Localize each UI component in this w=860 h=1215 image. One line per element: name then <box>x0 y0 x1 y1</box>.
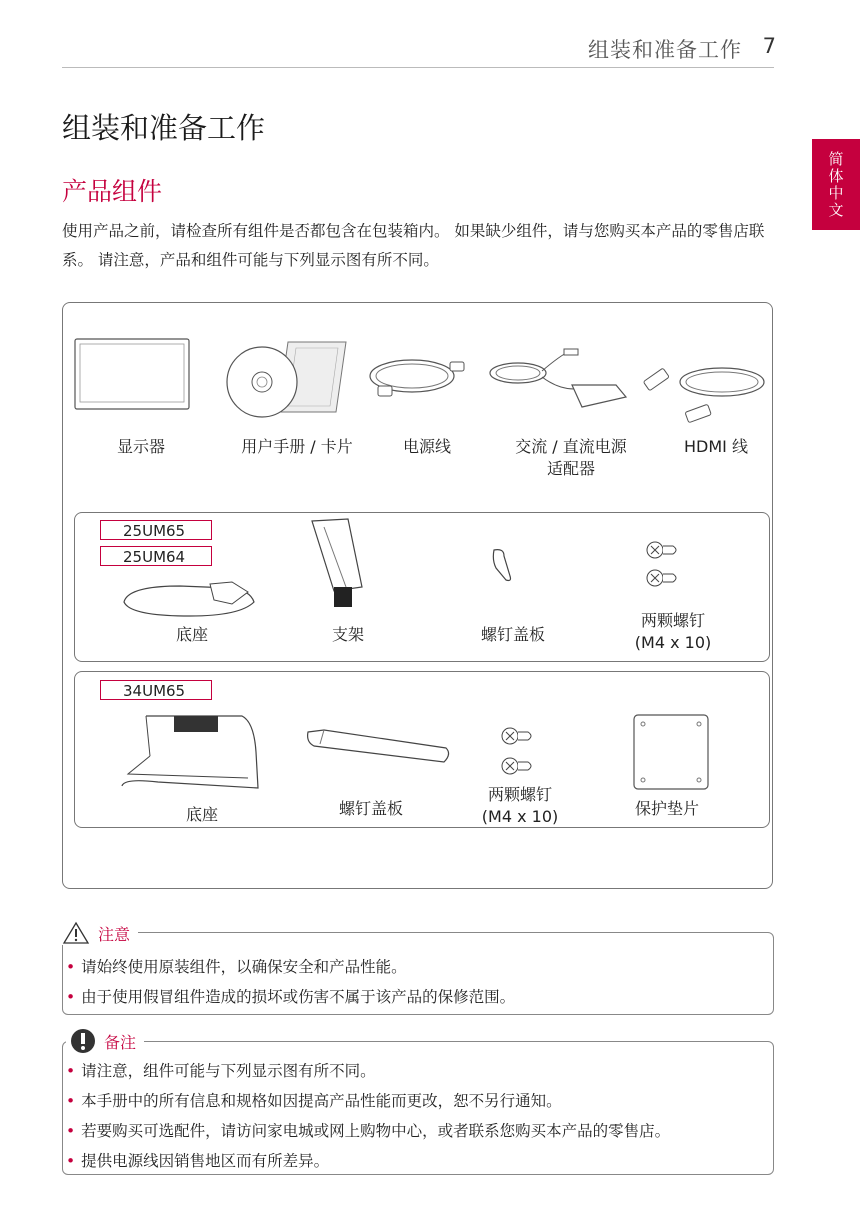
screw-cover-label: 螺钉盖板 <box>480 625 546 644</box>
screws-label: 两颗螺钉 (M4 x 10) <box>634 611 712 652</box>
caution-heading <box>58 921 138 945</box>
base-label: 底座 <box>175 625 209 644</box>
language-tab[interactable]: 简体中文 <box>812 139 860 230</box>
protective-pad-illustration <box>633 714 709 790</box>
note-heading <box>66 1028 144 1054</box>
note-list <box>66 1056 771 1176</box>
manual-and-disc-illustration <box>226 340 351 420</box>
stand-body-label: 支架 <box>331 625 365 644</box>
page-title: 组装和准备工作 <box>62 111 266 145</box>
screws-illustration <box>645 540 685 588</box>
stand-base-34-illustration <box>118 712 263 798</box>
intro-text: 使用产品之前，请检查所有组件是否都包含在包装箱内。 如果缺少组件，请与您购买本产品的零售店联系。 请注意，产品和组件可能与下列显示图有所不同。 <box>62 222 765 269</box>
caution-list <box>66 952 766 1012</box>
adapter-label: 交流 / 直流电源 适配器 <box>515 437 627 478</box>
ac-dc-adapter-illustration <box>486 345 631 410</box>
note-title: 备注 <box>104 1032 137 1052</box>
list-item: • 请注意，组件可能与下列显示图有所不同。 <box>66 1062 376 1080</box>
screw-cover-illustration <box>490 548 520 584</box>
model-tag: 25UM65 <box>100 520 212 540</box>
list-item: • 请始终使用原装组件，以确保安全和产品性能。 <box>66 958 407 976</box>
list-item: • 由于使用假冒组件造成的损坏或伤害不属于该产品的保修范围。 <box>66 988 516 1006</box>
header-divider <box>62 67 774 68</box>
power-cord-illustration <box>366 352 470 402</box>
power-cord-label: 电源线 <box>402 437 452 456</box>
manual-card-label: 用户手册 / 卡片 <box>241 437 353 456</box>
stand-body-illustration <box>304 517 366 613</box>
caution-title: 注意 <box>98 924 131 944</box>
list-item: • 提供电源线因销售地区而有所差异。 <box>66 1152 330 1170</box>
screws-34-illustration <box>500 726 540 776</box>
model-tag: 25UM64 <box>100 546 212 566</box>
list-item: • 本手册中的所有信息和规格如因提高产品性能而更改，恕不另行通知。 <box>66 1092 562 1110</box>
info-exclamation-icon <box>70 1028 96 1054</box>
protective-pad-label: 保护垫片 <box>634 799 700 818</box>
section-title: 产品组件 <box>62 177 163 206</box>
list-item: • 若要购买可选配件，请访问家电城或网上购物中心，或者联系您购买本产品的零售店。 <box>66 1122 671 1140</box>
warning-triangle-icon <box>62 921 90 945</box>
monitor-label: 显示器 <box>116 437 166 456</box>
stand-base-illustration <box>120 580 260 620</box>
hdmi-cable-label: HDMI 线 <box>684 437 748 456</box>
header-title: 组装和准备工作 <box>588 38 742 62</box>
base-34-label: 底座 <box>185 805 219 824</box>
screw-cover-34-illustration <box>304 728 454 766</box>
hdmi-cable-illustration <box>640 352 770 427</box>
screws-34-label: 两颗螺钉 (M4 x 10) <box>481 785 559 826</box>
screw-cover-34-label: 螺钉盖板 <box>338 799 404 818</box>
page-number: 7 <box>762 34 776 58</box>
model-tag: 34UM65 <box>100 680 212 700</box>
monitor-illustration <box>74 338 192 410</box>
